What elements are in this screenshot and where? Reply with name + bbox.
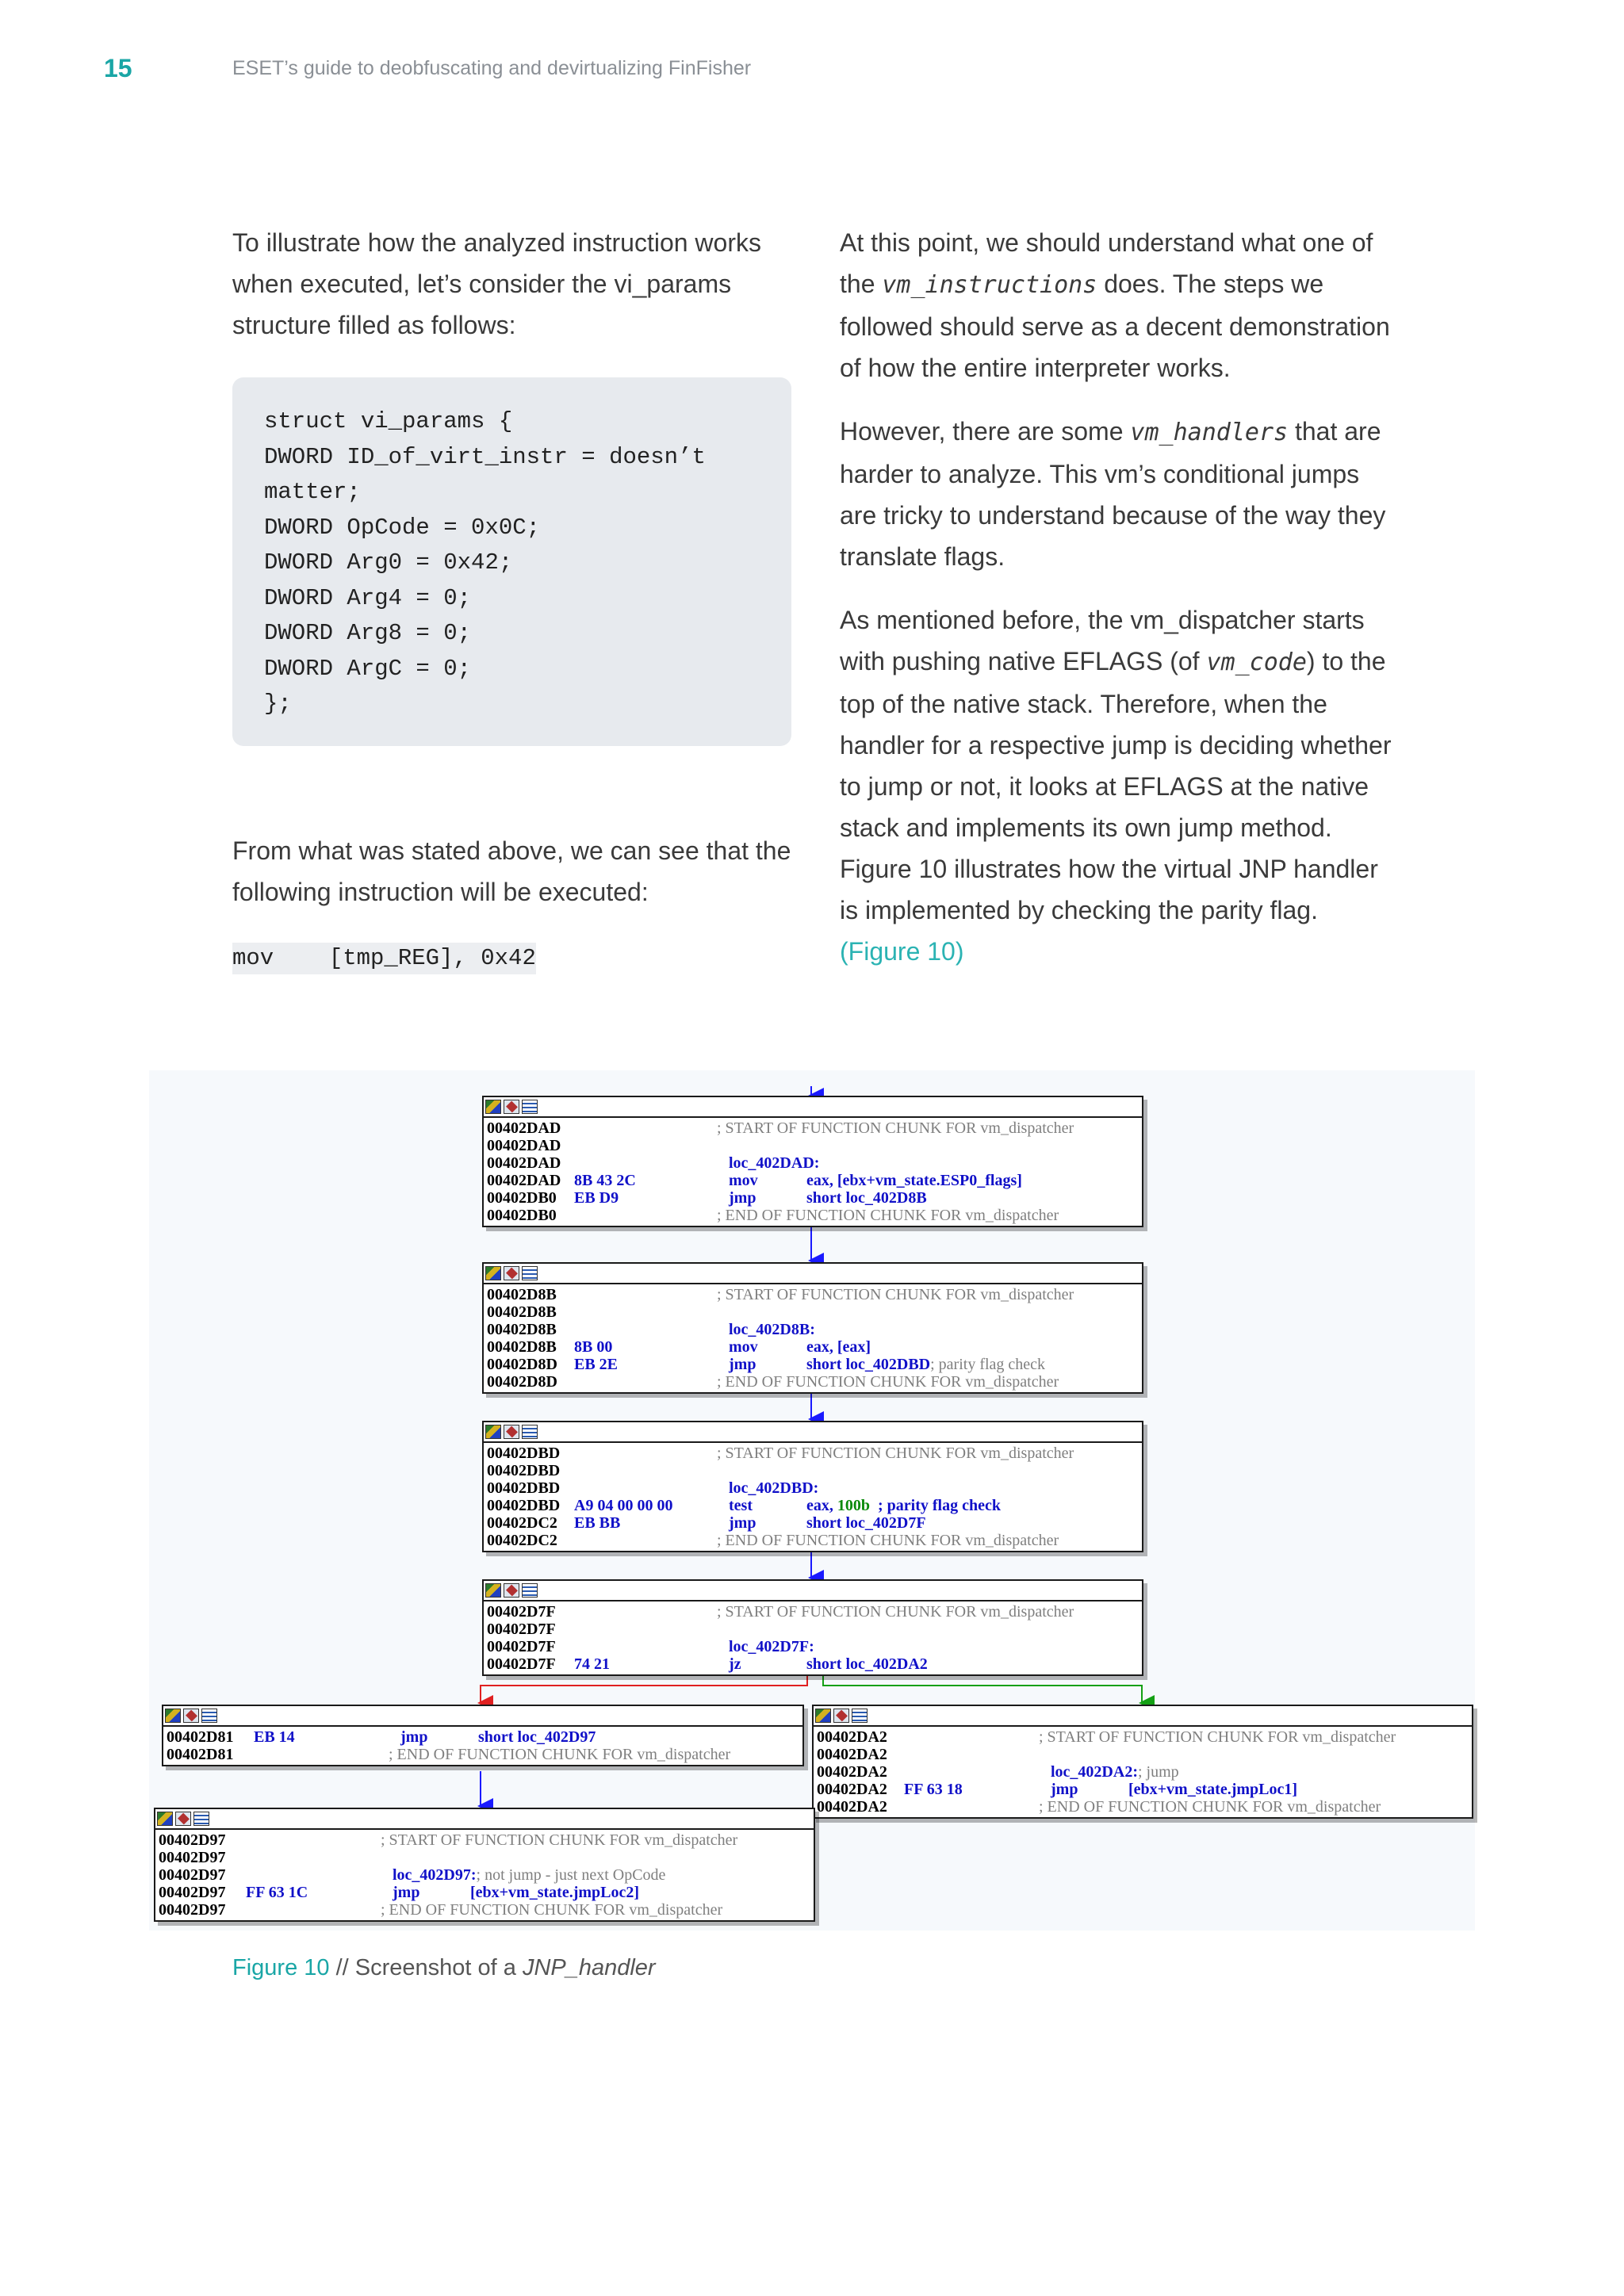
disasm-bytes [574, 1603, 729, 1621]
disasm-address: 00402DA2 [817, 1798, 887, 1816]
disasm-bytes [574, 1638, 729, 1655]
p2-text-b: that are harder to analyze. This vm’s conditional jumps are tricky to understand because of the way they translate flags. [840, 417, 1386, 571]
figure-10-link[interactable]: (Figure 10) [840, 937, 964, 966]
paragraph-2 [840, 411, 1403, 577]
listing-icon[interactable] [201, 1709, 217, 1723]
disasm-bytes [904, 1763, 1051, 1781]
disasm-operand: short loc_402D97 [478, 1728, 596, 1746]
ida-block-titlebar [484, 1581, 1142, 1601]
disasm-line [487, 1119, 1139, 1137]
disasm-line [159, 1884, 810, 1901]
disasm-mnemonic: jmp [393, 1884, 420, 1901]
disasm-address: 00402D97 [159, 1831, 226, 1849]
ida-code-block[interactable] [482, 1579, 1143, 1676]
ida-code-block[interactable] [154, 1808, 815, 1922]
caption-separator: // Screenshot of a [329, 1955, 523, 1980]
ida-code-block[interactable] [162, 1705, 804, 1766]
disasm-line [487, 1603, 1139, 1621]
running-title: ESET’s guide to deobfuscating and devirtualizing FinFisher [232, 57, 752, 79]
disasm-mnemonic: test [729, 1497, 753, 1514]
graph-icon[interactable] [485, 1100, 501, 1114]
disasm-comment: ; END OF FUNCTION CHUNK FOR vm_dispatcher [717, 1373, 1059, 1391]
listing-icon[interactable] [522, 1100, 538, 1114]
disasm-line [487, 1338, 1139, 1356]
disasm-mnemonic: jmp [729, 1189, 756, 1207]
disasm-address: 00402D97 [159, 1849, 226, 1866]
ida-block-titlebar [814, 1706, 1472, 1727]
ida-block-titlebar [484, 1264, 1142, 1284]
arrow-b4-b6-true [823, 1673, 1142, 1703]
after-struct-paragraph: From what was stated above, we can see that the following instruction will be executed: [232, 836, 791, 906]
disasm-line [487, 1462, 1139, 1479]
ida-code-block[interactable] [482, 1096, 1143, 1227]
disasm-line [487, 1514, 1139, 1532]
disasm-line [159, 1866, 810, 1884]
struct-code-block: struct vi_params { DWORD ID_of_virt_instr = doesn’t matter; DWORD OpCode = 0x0C; DWORD Arg0 = 0x42; DWORD Arg4 = 0; DWORD Arg8 = 0; DWORD ArgC = 0; }; [232, 377, 791, 746]
disasm-label: loc_402DA2: [1051, 1763, 1138, 1781]
ida-code-block[interactable] [482, 1421, 1143, 1552]
disasm-comment: ; START OF FUNCTION CHUNK FOR vm_dispatcher [381, 1831, 738, 1849]
disasm-address: 00402D8B [487, 1303, 557, 1321]
ida-code-block[interactable] [812, 1705, 1473, 1819]
disasm-bytes [574, 1321, 729, 1338]
disasm-line [487, 1497, 1139, 1514]
disasm-operand: eax, [eax] [806, 1338, 871, 1356]
disasm-line [159, 1831, 810, 1849]
disasm-bytes [574, 1154, 729, 1172]
disasm-address: 00402D8D [487, 1373, 557, 1391]
disasm-line [487, 1445, 1139, 1462]
graph-icon[interactable] [485, 1425, 501, 1439]
graph-icon[interactable] [815, 1709, 831, 1723]
disasm-comment: ; START OF FUNCTION CHUNK FOR vm_dispatcher [717, 1603, 1074, 1621]
disasm-operand: short loc_402DBD [806, 1356, 931, 1373]
disasm-bytes: FF 63 1C [246, 1884, 308, 1901]
ida-block-titlebar [163, 1706, 802, 1727]
disasm-address: 00402DA2 [817, 1763, 887, 1781]
disasm-bytes: EB 14 [254, 1728, 295, 1746]
disasm-mnemonic: jmp [1051, 1781, 1078, 1798]
listing-icon[interactable] [852, 1709, 868, 1723]
disasm-bytes [574, 1479, 729, 1497]
figure-caption [232, 1955, 656, 1981]
disasm-bytes: A9 04 00 00 00 [574, 1497, 673, 1514]
edit-icon[interactable] [504, 1583, 519, 1598]
disasm-bytes [574, 1119, 729, 1137]
disasm-comment: ; END OF FUNCTION CHUNK FOR vm_dispatcher [389, 1746, 731, 1763]
disasm-line [487, 1373, 1139, 1391]
disasm-bytes [574, 1621, 729, 1638]
disasm-line [487, 1172, 1139, 1189]
disasm-line [817, 1798, 1469, 1816]
disasm-mnemonic: jmp [400, 1728, 428, 1746]
disasm-address: 00402D8B [487, 1338, 557, 1356]
disasm-line [817, 1763, 1469, 1781]
disasm-address: 00402DBD [487, 1462, 561, 1479]
disasm-mnemonic: mov [729, 1338, 758, 1356]
disasm-line [487, 1286, 1139, 1303]
disasm-comment: ; jump [1137, 1763, 1179, 1781]
disasm-bytes [574, 1207, 729, 1224]
disasm-address: 00402D8B [487, 1321, 557, 1338]
disasm-address: 00402DA2 [817, 1728, 887, 1746]
disasm-bytes [254, 1746, 400, 1763]
disasm-line [487, 1321, 1139, 1338]
disasm-comment: ; END OF FUNCTION CHUNK FOR vm_dispatcher [1039, 1798, 1381, 1816]
disasm-address: 00402D7F [487, 1638, 556, 1655]
disasm-line [487, 1303, 1139, 1321]
arrow-b4-b5-false [481, 1673, 807, 1703]
disasm-bytes [904, 1746, 1051, 1763]
disasm-address: 00402DBD [487, 1445, 561, 1462]
figure-10-ida-graph [149, 1070, 1475, 1931]
p2-code: vm_handlers [1130, 419, 1289, 446]
disasm-address: 00402D7F [487, 1621, 556, 1638]
p1-code: vm_instructions [882, 271, 1097, 299]
disasm-label: loc_402D97: [393, 1866, 477, 1884]
disasm-address: 00402D81 [167, 1728, 234, 1746]
disasm-bytes [574, 1303, 729, 1321]
ida-block-body [155, 1830, 814, 1920]
graph-icon[interactable] [485, 1583, 501, 1598]
disasm-mnemonic: jmp [729, 1356, 756, 1373]
ida-block-titlebar [155, 1809, 814, 1830]
disasm-bytes [246, 1831, 393, 1849]
page-number: 15 [104, 54, 132, 82]
disasm-address: 00402DAD [487, 1119, 561, 1137]
disasm-bytes [246, 1849, 393, 1866]
ida-block-body [484, 1443, 1142, 1551]
disasm-label: loc_402DAD: [729, 1154, 820, 1172]
listing-icon[interactable] [522, 1425, 538, 1439]
disasm-address: 00402DAD [487, 1172, 561, 1189]
disasm-address: 00402DAD [487, 1137, 561, 1154]
disasm-comment: ; END OF FUNCTION CHUNK FOR vm_dispatcher [717, 1207, 1059, 1224]
disasm-line [487, 1621, 1139, 1638]
left-column [232, 222, 791, 976]
disasm-bytes: 74 21 [574, 1655, 610, 1673]
disasm-address: 00402D97 [159, 1866, 226, 1884]
p3-code: vm_code [1206, 649, 1307, 676]
disasm-address: 00402D97 [159, 1901, 226, 1919]
edit-icon[interactable] [504, 1425, 519, 1439]
disasm-line [487, 1532, 1139, 1549]
disasm-bytes: FF 63 18 [904, 1781, 963, 1798]
disasm-operand: [ebx+vm_state.jmpLoc1] [1128, 1781, 1298, 1798]
disasm-line [487, 1207, 1139, 1224]
p1-text-a: At this point, we should understand what one of the [840, 228, 1373, 298]
ida-block-titlebar [484, 1422, 1142, 1443]
disasm-address: 00402DA2 [817, 1781, 887, 1798]
p3-text-b: ) to the top of the native stack. Therefore, when the handler for a respective jump is deciding whether to jump or not, it looks at EFLAGS at the native stack and implements its own jump method. Figure 10 illustrates how the virtual JNP handler is implemented by checking the parity flag. [840, 647, 1392, 924]
disasm-comment: ; not jump - just next OpCode [476, 1866, 666, 1884]
paragraph-1 [840, 222, 1403, 388]
disasm-bytes: EB BB [574, 1514, 621, 1532]
instruction-code: mov [tmp_REG], 0x42 [232, 943, 536, 974]
disasm-label: loc_402D8B: [729, 1321, 815, 1338]
disasm-address: 00402DBD [487, 1479, 561, 1497]
p1-text-b: does. The steps we followed should serve as a decent demonstration of how the entire interpreter works. [840, 270, 1390, 382]
disasm-comment: ; parity flag check [930, 1356, 1046, 1373]
disasm-line [487, 1356, 1139, 1373]
graph-icon[interactable] [165, 1709, 181, 1723]
ida-block-body [814, 1727, 1472, 1817]
disasm-label: loc_402DBD: [729, 1479, 819, 1497]
caption-handler-name: JNP_handler [522, 1955, 656, 1980]
disasm-line [487, 1137, 1139, 1154]
disasm-comment: ; START OF FUNCTION CHUNK FOR vm_dispatcher [717, 1445, 1074, 1462]
p3-text-a: As mentioned before, the vm_dispatcher starts with pushing native EFLAGS (of [840, 606, 1365, 675]
disasm-bytes: 8B 43 2C [574, 1172, 636, 1189]
disasm-bytes: EB 2E [574, 1356, 619, 1373]
disasm-address: 00402DB0 [487, 1189, 557, 1207]
disasm-line [159, 1901, 810, 1919]
disasm-bytes: EB D9 [574, 1189, 619, 1207]
disasm-operand [806, 1497, 870, 1514]
disasm-address: 00402D81 [167, 1746, 234, 1763]
disasm-line [817, 1781, 1469, 1798]
disasm-bytes: 8B 00 [574, 1338, 613, 1356]
disasm-address: 00402DC2 [487, 1514, 557, 1532]
disasm-address: 00402D7F [487, 1655, 556, 1673]
disasm-operand: eax, [ebx+vm_state.ESP0_flags] [806, 1172, 1022, 1189]
ida-block-body [484, 1118, 1142, 1226]
disasm-address: 00402D7F [487, 1603, 556, 1621]
disasm-operand: [ebx+vm_state.jmpLoc2] [470, 1884, 640, 1901]
graph-icon[interactable] [485, 1266, 501, 1280]
disasm-mnemonic: jmp [729, 1514, 756, 1532]
disasm-address: 00402DB0 [487, 1207, 557, 1224]
disasm-address: 00402DBD [487, 1497, 561, 1514]
edit-icon[interactable] [183, 1709, 199, 1723]
intro-paragraph: To illustrate how the analyzed instruction works when executed, let’s consider the vi_params structure filled as follows: [232, 228, 761, 339]
paragraph-3 [840, 599, 1403, 972]
disasm-operand: short loc_402D7F [806, 1514, 926, 1532]
edit-icon[interactable] [175, 1812, 191, 1826]
disasm-address: 00402D8B [487, 1286, 557, 1303]
disasm-line [817, 1728, 1469, 1746]
disasm-register: eax, [806, 1497, 837, 1514]
edit-icon[interactable] [833, 1709, 849, 1723]
edit-icon[interactable] [504, 1100, 519, 1114]
ida-block-body [484, 1284, 1142, 1392]
disasm-address: 00402DA2 [817, 1746, 887, 1763]
disasm-label: loc_402D7F: [729, 1638, 814, 1655]
disasm-comment: ; START OF FUNCTION CHUNK FOR vm_dispatcher [1039, 1728, 1396, 1746]
edit-icon[interactable] [504, 1266, 519, 1280]
disasm-comment: ; START OF FUNCTION CHUNK FOR vm_dispatcher [717, 1286, 1074, 1303]
disasm-comment: ; START OF FUNCTION CHUNK FOR vm_dispatcher [717, 1119, 1074, 1137]
ida-block-titlebar [484, 1097, 1142, 1118]
disasm-address: 00402DC2 [487, 1532, 557, 1549]
disasm-line [817, 1746, 1469, 1763]
disasm-line [487, 1638, 1139, 1655]
disasm-bytes [246, 1901, 393, 1919]
disasm-line [487, 1189, 1139, 1207]
caption-figure-number: Figure 10 [232, 1955, 330, 1980]
disasm-bytes [574, 1373, 729, 1391]
listing-icon[interactable] [522, 1266, 538, 1280]
listing-icon[interactable] [522, 1583, 538, 1598]
disasm-line [167, 1728, 799, 1746]
ida-code-block[interactable] [482, 1262, 1143, 1394]
disasm-bytes [574, 1286, 729, 1303]
disasm-comment: ; END OF FUNCTION CHUNK FOR vm_dispatcher [717, 1532, 1059, 1549]
disasm-address: 00402D97 [159, 1884, 226, 1901]
disasm-bytes [904, 1728, 1051, 1746]
disasm-bytes [574, 1462, 729, 1479]
disasm-line [487, 1154, 1139, 1172]
disasm-mnemonic: mov [729, 1172, 758, 1189]
disasm-immediate: 100b [837, 1497, 871, 1514]
disasm-comment: ; END OF FUNCTION CHUNK FOR vm_dispatcher [381, 1901, 723, 1919]
disasm-bytes [574, 1137, 729, 1154]
listing-icon[interactable] [193, 1812, 209, 1826]
disasm-bytes [904, 1798, 1051, 1816]
right-column [840, 222, 1403, 994]
graph-icon[interactable] [157, 1812, 173, 1826]
disasm-line [487, 1655, 1139, 1673]
disasm-line [167, 1746, 799, 1763]
disasm-operand: short loc_402D8B [806, 1189, 927, 1207]
disasm-bytes [246, 1866, 393, 1884]
p2-text-a: However, there are some [840, 417, 1131, 446]
disasm-mnemonic: jz [729, 1655, 741, 1673]
disasm-address: 00402DAD [487, 1154, 561, 1172]
disasm-comment: ; parity flag check [870, 1497, 1001, 1514]
disasm-address: 00402D8D [487, 1356, 557, 1373]
disasm-bytes [574, 1445, 729, 1462]
disasm-line [487, 1479, 1139, 1497]
ida-block-body [484, 1601, 1142, 1674]
disasm-operand: short loc_402DA2 [806, 1655, 928, 1673]
disasm-line [159, 1849, 810, 1866]
ida-block-body [163, 1727, 802, 1765]
disasm-bytes [574, 1532, 729, 1549]
